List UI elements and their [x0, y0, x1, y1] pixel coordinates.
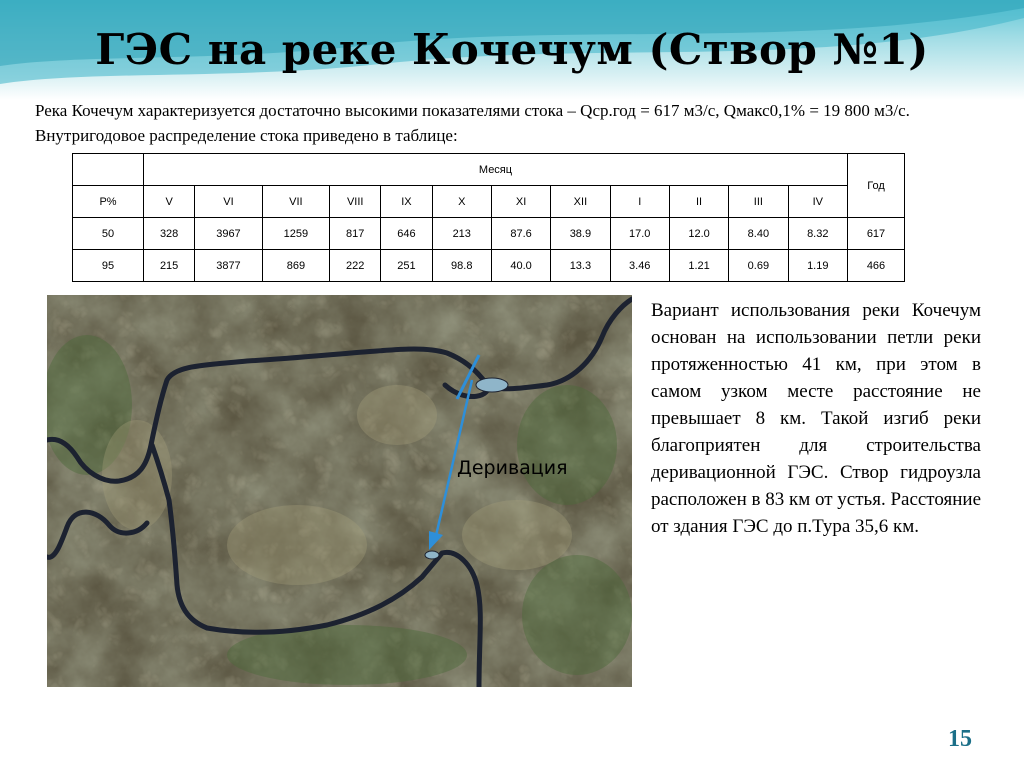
month-header-cell: X [432, 186, 491, 218]
value-cell: 3967 [195, 218, 262, 250]
value-cell: 328 [144, 218, 195, 250]
value-cell: 40.0 [491, 250, 550, 282]
month-header: Месяц [144, 154, 848, 186]
month-header-cell: VI [195, 186, 262, 218]
year-cell: 617 [848, 218, 905, 250]
value-cell: 646 [381, 218, 432, 250]
value-cell: 869 [262, 250, 329, 282]
month-header-cell: IV [788, 186, 847, 218]
slide-title: ГЭС на реке Кочечум (Створ №1) [95, 25, 929, 74]
intro-paragraph: Река Кочечум характеризуется достаточно высокими показателями стока – Qср.год = 617 м3/с, Qмакс0,1% = 19 800 м3/с. Внутригодовое распределение стока приведено в таблице: [35, 101, 910, 145]
month-header-cell: IX [381, 186, 432, 218]
year-header: Год [848, 154, 905, 218]
value-cell: 251 [381, 250, 432, 282]
satellite-map [47, 295, 632, 687]
month-header-cell: XII [551, 186, 610, 218]
value-cell: 213 [432, 218, 491, 250]
description-paragraph: Вариант использования реки Кочечум основан на использовании петли реки протяженностью 41 км, при этом в самом узком месте расстояние не превышает 8 км. Такой изгиб реки благоприятен для строительства деривационной ГЭС. Створ гидроузла расположен в 83 км от устья. Расстояние от здания ГЭС до п.Тура 35,6 км. [651, 300, 982, 537]
table-row [73, 218, 905, 250]
empty-corner-cell [73, 154, 144, 186]
page-number: 15 [948, 726, 972, 752]
month-header-cell: I [610, 186, 669, 218]
table-header-row [73, 154, 905, 186]
month-header-cell: III [729, 186, 788, 218]
value-cell: 3.46 [610, 250, 669, 282]
table-row [73, 250, 905, 282]
value-cell: 13.3 [551, 250, 610, 282]
month-row [73, 186, 905, 218]
value-cell: 215 [144, 250, 195, 282]
value-cell: 817 [330, 218, 381, 250]
value-cell: 8.32 [788, 218, 847, 250]
table-body [73, 218, 905, 282]
month-header-cell: V [144, 186, 195, 218]
value-cell: 98.8 [432, 250, 491, 282]
value-cell: 222 [330, 250, 381, 282]
month-header-cell: VII [262, 186, 329, 218]
value-cell: 1.19 [788, 250, 847, 282]
month-header-cell: XI [491, 186, 550, 218]
value-cell: 1259 [262, 218, 329, 250]
p-cell: 95 [73, 250, 144, 282]
value-cell: 0.69 [729, 250, 788, 282]
p-header: P% [73, 186, 144, 218]
value-cell: 12.0 [669, 218, 728, 250]
month-header-cell: II [669, 186, 728, 218]
derivation-label: Деривация [457, 457, 568, 479]
value-cell: 3877 [195, 250, 262, 282]
month-header-cell: VIII [330, 186, 381, 218]
value-cell: 1.21 [669, 250, 728, 282]
p-cell: 50 [73, 218, 144, 250]
value-cell: 17.0 [610, 218, 669, 250]
value-cell: 87.6 [491, 218, 550, 250]
value-cell: 38.9 [551, 218, 610, 250]
runoff-table [72, 153, 905, 282]
value-cell: 8.40 [729, 218, 788, 250]
year-cell: 466 [848, 250, 905, 282]
